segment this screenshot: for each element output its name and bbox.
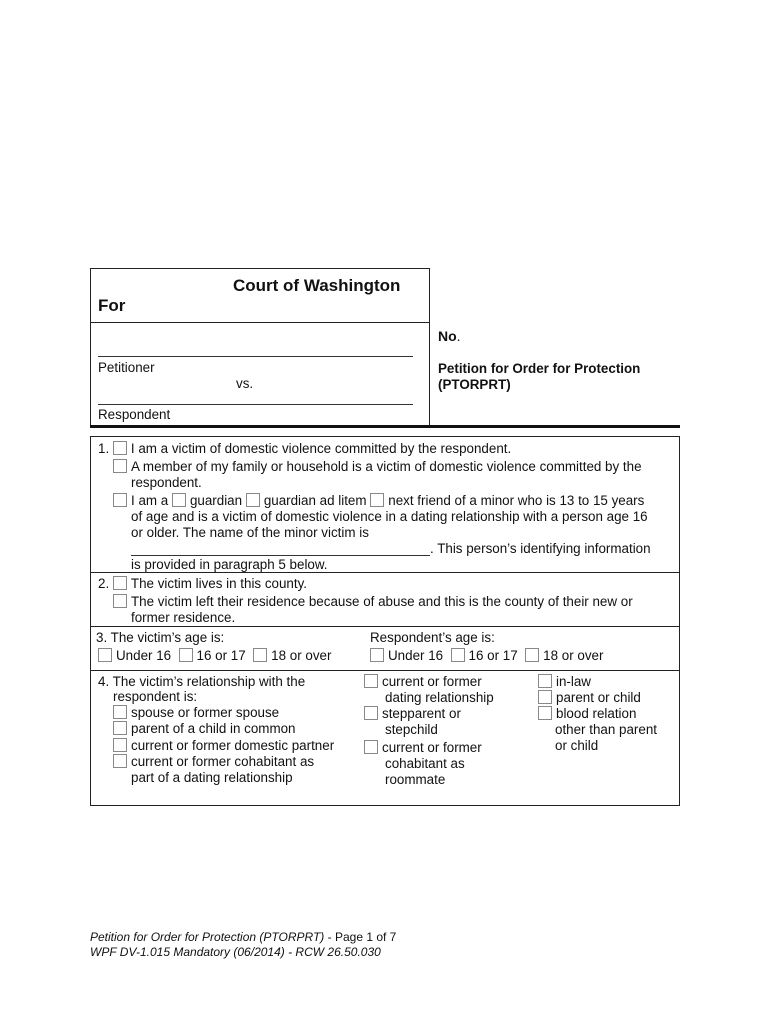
- s4-col2-item: [364, 706, 461, 721]
- s1-minor-name-field[interactable]: [131, 555, 430, 556]
- case-number-label: No: [438, 328, 457, 344]
- s1-iama-text: I am a: [131, 493, 169, 508]
- s1-victim-checkbox[interactable]: [113, 441, 127, 455]
- s4-blood-text2: other than parent: [555, 722, 657, 737]
- s2-left-checkbox[interactable]: [113, 594, 127, 608]
- s1-minor-text4: . This person’s identifying information: [430, 541, 651, 556]
- s4-label2: respondent is:: [113, 689, 198, 704]
- s4-stepparent-checkbox[interactable]: [364, 706, 378, 720]
- s1-minor-item: [113, 493, 644, 508]
- s4-domestic-partner-text: current or former domestic partner: [131, 738, 335, 753]
- s1-next-friend-checkbox[interactable]: [370, 493, 384, 507]
- s4-inlaw-checkbox[interactable]: [538, 674, 552, 688]
- s4-col1-item: [113, 754, 314, 769]
- heavy-rule: [90, 425, 680, 428]
- s2-left-text2: former residence.: [131, 610, 236, 625]
- s3-respondent-options: [370, 648, 603, 663]
- s3-resp-16or17-checkbox[interactable]: [451, 648, 465, 662]
- s3-victim-18over-checkbox[interactable]: [253, 648, 267, 662]
- s4-dating-text2: dating relationship: [385, 690, 494, 705]
- footer-line2: WPF DV-1.015 Mandatory (06/2014) - RCW 26.50.030: [90, 945, 381, 959]
- s4-roommate-text2: cohabitant as: [385, 756, 465, 771]
- s4-dating-checkbox[interactable]: [364, 674, 378, 688]
- vs-label: vs.: [236, 376, 254, 391]
- s3-respondent-label: Respondent’s age is:: [370, 630, 495, 645]
- doc-title-line1: Petition for Order for Protection: [438, 361, 641, 376]
- s1-victim-text: I am a victim of domestic violence committed by the respondent.: [130, 441, 512, 456]
- s3-resp-18over-text: 18 or over: [543, 648, 604, 663]
- s2-lives-checkbox[interactable]: [113, 576, 127, 590]
- petitioner-line[interactable]: [98, 356, 413, 357]
- s4-stepparent-text2: stepchild: [385, 722, 438, 737]
- doc-title-line2: (PTORPRT): [438, 377, 511, 392]
- s2-item: [98, 576, 307, 591]
- case-number: [438, 328, 461, 344]
- s1-iama-checkbox[interactable]: [113, 493, 127, 507]
- s4-spouse-checkbox[interactable]: [113, 705, 127, 719]
- s1-family-text2: respondent.: [131, 475, 202, 490]
- s4-col1-cont: part of a dating relationship: [131, 770, 293, 785]
- s4-spouse-text: spouse or former spouse: [131, 705, 280, 720]
- s4-stepparent-text1: stepparent or: [382, 706, 461, 721]
- respondent-line[interactable]: [98, 404, 413, 405]
- s4-blood-checkbox[interactable]: [538, 706, 552, 720]
- case-number-period: .: [456, 328, 461, 344]
- s4-col3-item: [538, 706, 636, 721]
- s3-victim-label: 3. The victim’s age is:: [96, 630, 225, 645]
- s1-guardian-text: guardian: [189, 493, 243, 508]
- s1-number: 1.: [98, 441, 110, 456]
- s3-victim-under16-text: Under 16: [116, 648, 172, 663]
- s1-minor-text2: of age and is a victim of domestic violence in a dating relationship with a person age 16: [131, 509, 648, 524]
- court-for-label: For: [98, 296, 126, 315]
- s3-resp-16or17-text: 16 or 17: [468, 648, 518, 663]
- s4-cohabitant-dating-checkbox[interactable]: [113, 754, 127, 768]
- s4-col2-item: [364, 674, 482, 689]
- s3-victim-16or17-text: 16 or 17: [196, 648, 246, 663]
- s4-blood-text1: blood relation: [556, 706, 637, 721]
- s4-col3-item: [538, 674, 591, 689]
- s4-parent-common-text: parent of a child in common: [131, 721, 296, 736]
- s4-domestic-partner-checkbox[interactable]: [113, 738, 127, 752]
- court-title: Court of Washington: [233, 276, 401, 295]
- s1-guardian-checkbox[interactable]: [172, 493, 186, 507]
- footer-page: - Page 1 of 7: [324, 930, 397, 944]
- s4-label1: 4. The victim’s relationship with the: [98, 674, 306, 689]
- s2-lives-text: The victim lives in this county.: [130, 576, 308, 591]
- s3-victim-under16-checkbox[interactable]: [98, 648, 112, 662]
- s4-col1-item: [113, 721, 296, 736]
- footer-line1: [90, 930, 396, 944]
- s4-parent-child-text: parent or child: [556, 690, 641, 705]
- s1-gal-text: guardian ad litem: [263, 493, 367, 508]
- s2-left-item: [113, 594, 633, 609]
- s4-col1-item: [113, 738, 334, 753]
- s4-roommate-checkbox[interactable]: [364, 740, 378, 754]
- s4-parent-common-checkbox[interactable]: [113, 721, 127, 735]
- s3-victim-16or17-checkbox[interactable]: [179, 648, 193, 662]
- s4-blood-text3: or child: [555, 738, 599, 753]
- respondent-label: Respondent: [98, 407, 171, 422]
- s1-family-text1: A member of my family or household is a victim of domestic violence committed by the: [131, 459, 642, 474]
- s4-roommate-text3: roommate: [385, 772, 446, 787]
- s4-col3-item: [538, 690, 641, 705]
- s1-gal-checkbox[interactable]: [246, 493, 260, 507]
- s3-resp-under16-checkbox[interactable]: [370, 648, 384, 662]
- s4-col2-item: [364, 740, 482, 755]
- s3-resp-under16-text: Under 16: [388, 648, 444, 663]
- s4-cohabitant-dating-text: current or former cohabitant as: [131, 754, 315, 769]
- s1-minor-text5: is provided in paragraph 5 below.: [131, 557, 328, 572]
- petitioner-label: Petitioner: [98, 360, 155, 375]
- footer-title: Petition for Order for Protection (PTORPRT): [90, 930, 325, 944]
- s4-dating-text1: current or former: [382, 674, 482, 689]
- s4-parent-child-checkbox[interactable]: [538, 690, 552, 704]
- s3-resp-18over-checkbox[interactable]: [525, 648, 539, 662]
- s4-roommate-text1: current or former: [382, 740, 482, 755]
- s2-number: 2.: [98, 576, 110, 591]
- s3-victim-options: [98, 648, 331, 663]
- s1-family-checkbox[interactable]: [113, 459, 127, 473]
- s1-family-item: [113, 459, 642, 474]
- s2-left-text1: The victim left their residence because of abuse and this is the county of their new or: [131, 594, 633, 609]
- s1-item: [98, 441, 511, 456]
- s1-next-friend-text: next friend of a minor who is 13 to 15 years: [388, 493, 645, 508]
- s4-col1-item: [113, 705, 279, 720]
- s4-inlaw-text: in-law: [556, 674, 591, 689]
- s3-victim-18over-text: 18 or over: [271, 648, 332, 663]
- s1-minor-text3: or older. The name of the minor victim is: [131, 525, 369, 540]
